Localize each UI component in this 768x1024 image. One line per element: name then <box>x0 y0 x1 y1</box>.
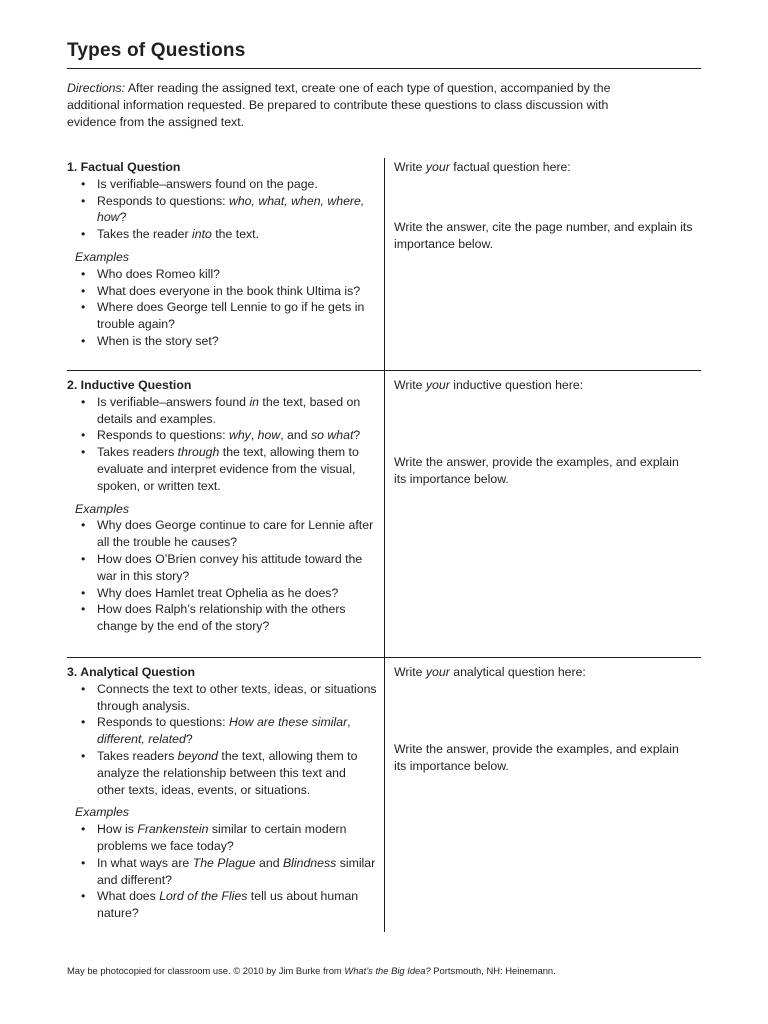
emphasis-text: how <box>257 428 281 443</box>
prompt-text: Write <box>394 378 426 392</box>
bullet-item <box>79 681 377 715</box>
inductive-question-info <box>67 377 377 635</box>
bullet-item <box>79 748 377 798</box>
text-run: Is verifiable–answers found <box>97 394 250 409</box>
prompt-emphasis: your <box>425 665 450 679</box>
emphasis-text: so what <box>311 428 354 443</box>
examples-list <box>79 821 377 922</box>
text-run: Responds to questions: <box>97 428 229 443</box>
inductive-question-answer-area[interactable] <box>394 377 694 487</box>
bullet-list <box>79 394 377 495</box>
answer-prompt: Write the answer, provide the examples, and explain its importance below. <box>394 454 679 486</box>
text-run: ? <box>119 210 127 225</box>
title-rule <box>67 68 701 69</box>
text-run: similar to certain modern problems we face today? <box>97 822 347 853</box>
examples-label: Examples <box>75 501 129 516</box>
row-divider-1 <box>67 370 701 371</box>
bullet-item <box>79 427 377 444</box>
example-item <box>79 888 377 922</box>
emphasis-text: The Plague <box>192 855 256 870</box>
factual-question-info <box>67 159 377 350</box>
text-run: Responds to questions: <box>97 193 229 208</box>
question-prompt <box>394 664 694 681</box>
prompt-text: inductive question here: <box>449 378 584 392</box>
column-divider <box>384 158 385 932</box>
bullet-item <box>79 444 377 494</box>
prompt-text: analytical question here: <box>449 665 586 679</box>
bullet-item <box>79 394 377 428</box>
text-run: similar and different? <box>97 855 376 887</box>
text-run: and <box>255 855 283 870</box>
bullet-list <box>79 176 377 243</box>
example-item <box>79 821 377 855</box>
analytical-question-answer-area[interactable] <box>394 664 694 774</box>
emphasis-text: beyond <box>177 748 218 763</box>
section-title: 3. Analytical Question <box>67 665 196 679</box>
text-run: Takes readers <box>97 748 178 763</box>
factual-question-answer-area[interactable] <box>394 159 694 252</box>
emphasis-text: Frankenstein <box>137 822 209 837</box>
text-run: How does Ralph’s relationship with the others change by the end of the story? <box>97 602 346 634</box>
example-item <box>79 601 377 635</box>
text-run: Connects the text to other texts, ideas, or situations through analysis. <box>97 681 377 713</box>
page-title: Types of Questions <box>67 40 246 61</box>
question-grid <box>67 158 701 932</box>
text-run: ? <box>353 428 361 443</box>
emphasis-text: different, related <box>97 732 186 747</box>
footer-text: May be photocopied for classroom use. © 2010 by Jim Burke from <box>67 965 345 976</box>
text-run: Where does George tell Lennie to go if he gets in trouble again? <box>97 300 365 332</box>
directions <box>67 80 627 131</box>
example-item <box>79 299 377 333</box>
example-item <box>79 266 377 283</box>
text-run: , <box>347 715 351 730</box>
text-run: How is <box>97 822 138 837</box>
bullet-list <box>79 681 377 799</box>
text-run: ? <box>185 732 193 747</box>
prompt-emphasis: your <box>425 160 450 174</box>
section-title: 1. Factual Question <box>67 160 181 174</box>
text-run: Why does Hamlet treat Ophelia as he does? <box>97 585 339 600</box>
bullet-item <box>79 226 377 243</box>
directions-text: After reading the assigned text, create one of each type of question, accompanied by the additional information requested. Be prepared to contribute these questions to class discussion with evidence from the assigned text. <box>67 81 611 129</box>
answer-prompt: Write the answer, provide the examples, and explain its importance below. <box>394 741 679 773</box>
answer-prompt: Write the answer, cite the page number, and explain its importance below. <box>394 219 693 251</box>
footer-credit <box>67 965 707 977</box>
example-item <box>79 333 377 350</box>
text-run: Who does Romeo kill? <box>97 266 221 281</box>
examples-label: Examples <box>75 805 129 820</box>
emphasis-text: who, what, when, where, how <box>97 193 365 225</box>
emphasis-text: Blindness <box>282 855 337 870</box>
example-item <box>79 283 377 300</box>
question-prompt <box>394 377 694 394</box>
text-run: tell us about human nature? <box>97 889 359 921</box>
emphasis-text: in <box>249 394 260 409</box>
footer-text: Portsmouth, NH: Heinemann. <box>430 965 556 976</box>
text-run: What does <box>97 889 160 904</box>
examples-list <box>79 517 377 635</box>
text-run: What does everyone in the book think Ultima is? <box>97 283 361 298</box>
example-item <box>79 517 377 551</box>
example-item <box>79 585 377 602</box>
prompt-text: factual question here: <box>449 160 571 174</box>
text-run: Responds to questions: <box>97 715 229 730</box>
emphasis-text: Lord of the Flies <box>159 889 248 904</box>
bullet-item <box>79 176 377 193</box>
bullet-item <box>79 193 377 227</box>
question-prompt <box>394 159 694 176</box>
example-item <box>79 551 377 585</box>
text-run: Takes readers <box>97 445 178 460</box>
examples-list <box>79 266 377 350</box>
emphasis-text: How are these similar <box>228 715 348 730</box>
text-run: the text, allowing them to evaluate and interpret evidence from the visual, spoken, or written text. <box>97 445 359 493</box>
text-run: Takes the reader <box>97 227 193 242</box>
text-run: , <box>250 428 258 443</box>
prompt-emphasis: your <box>425 378 450 392</box>
text-run: How does O’Brien convey his attitude toward the war in this story? <box>97 551 363 583</box>
directions-label: Directions: <box>67 81 126 95</box>
text-run: Is verifiable–answers found on the page. <box>97 176 318 191</box>
text-run: In what ways are <box>97 855 193 870</box>
prompt-text: Write <box>394 665 426 679</box>
examples-label: Examples <box>75 249 129 264</box>
text-run: , and <box>280 428 311 443</box>
text-run: the text, based on details and examples. <box>97 394 361 426</box>
bullet-item <box>79 714 377 748</box>
emphasis-text: into <box>192 227 212 242</box>
text-run: the text, allowing them to analyze the relationship between this text and other texts, ideas, events, or situations. <box>97 748 358 797</box>
section-title: 2. Inductive Question <box>67 378 192 392</box>
text-run: the text. <box>211 227 260 242</box>
prompt-text: Write <box>394 160 426 174</box>
emphasis-text: through <box>177 445 220 460</box>
analytical-question-info <box>67 664 377 922</box>
row-divider-2 <box>67 657 701 658</box>
footer-book-title: What’s the Big Idea? <box>344 965 431 976</box>
text-run: When is the story set? <box>97 333 219 348</box>
example-item <box>79 855 377 889</box>
emphasis-text: why <box>228 428 251 443</box>
text-run: Why does George continue to care for Lennie after all the trouble he causes? <box>97 518 374 550</box>
